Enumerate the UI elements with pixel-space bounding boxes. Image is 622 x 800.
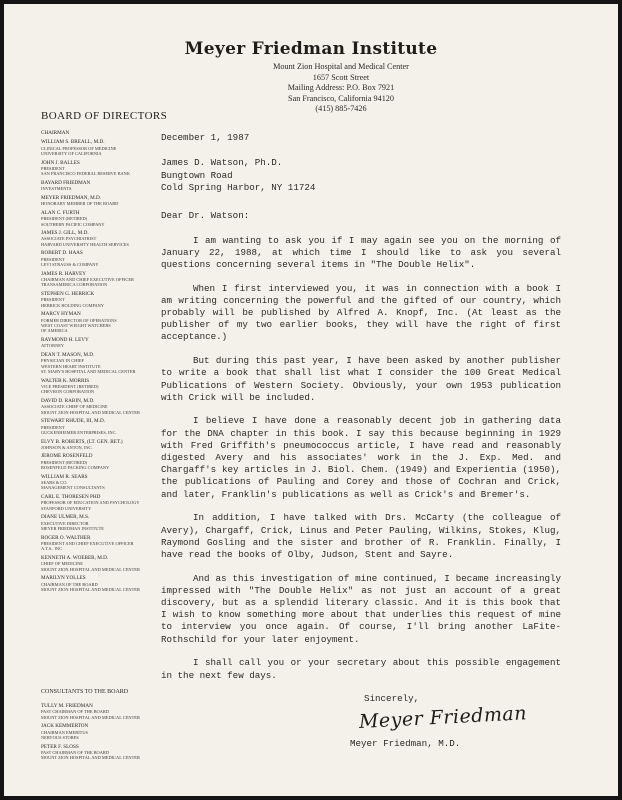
board-member (41, 418, 153, 435)
board-member (41, 230, 153, 247)
board-member (41, 474, 153, 491)
member-name: MARCY HYMAN (41, 311, 81, 318)
letterhead (4, 39, 618, 115)
member-title: MOUNT ZION HOSPITAL AND MEDICAL CENTER (41, 714, 140, 720)
board-member (41, 337, 153, 349)
member-name: ROGER O. WALTHER (41, 534, 91, 541)
member-title: PRESIDENT (41, 297, 65, 303)
member-title: ROSENFELD PACKING COMPANY (41, 465, 110, 471)
member-name: MARILYN YOLLES (41, 575, 86, 582)
member-title: HERRICK HOLDING COMPANY (41, 302, 105, 308)
member-title: CLINICAL PROFESSOR OF MEDICINE (41, 145, 117, 151)
board-member (41, 250, 153, 267)
member-title: STANFORD UNIVERSITY (41, 505, 92, 511)
member-title: CHAIRMAN AND CHIEF EXECUTIVE OFFICER (41, 277, 134, 283)
member-name: DAVID D. RABIN, M.D. (41, 397, 95, 404)
member-title: HONORARY MEMBER OF THE BOARD (41, 201, 119, 207)
closing: Sincerely, (364, 693, 420, 705)
member-name: WALTER K. MORRIS (41, 377, 90, 384)
letterhead-line: San Francisco, California 94120 (288, 93, 394, 103)
recipient-line: Cold Spring Harbor, NY 11724 (161, 182, 316, 193)
letterhead-line: Mailing Address: P.O. Box 7921 (287, 83, 395, 93)
member-title: PRESIDENT (41, 256, 65, 262)
board-member (41, 723, 153, 740)
recipient-address (161, 157, 561, 195)
member-title: SAN FRANCISCO FEDERAL RESERVE BANK (41, 171, 131, 177)
member-title: ASSOCIATE PSYCHIATRIST (41, 236, 97, 242)
member-title: SEARS & CO. (41, 480, 68, 486)
member-title: PRESIDENT AND CHIEF EXECUTIVE OFFICER (41, 540, 134, 546)
member-name: ALAN C. FURTH (41, 209, 80, 216)
board-member (41, 453, 153, 470)
member-title: TRANSAMERICA CORPORATION (41, 282, 108, 288)
board-member (41, 514, 153, 531)
member-title: PRESIDENT (41, 166, 65, 172)
board-member (41, 439, 153, 451)
paragraph: I am wanting to ask you if I may again see you on the morning of January 22, 1988, at which time I should like to ask you several questions concerning several items in "The Double Helix". (161, 234, 561, 270)
member-title: EXECUTIVE DIRECTOR (41, 520, 89, 526)
board-member (41, 139, 153, 156)
member-name: JAMES R. HARVEY (41, 270, 86, 277)
board-heading: BOARD OF DIRECTORS (41, 110, 168, 122)
institute-title: Meyer Friedman Institute (184, 39, 438, 59)
board-member (41, 180, 153, 192)
member-title: MOUNT ZION HOSPITAL AND MEDICAL CENTER (41, 586, 140, 592)
paragraph: I shall call you or your secretary about this possible engagement in the next few days. (161, 657, 561, 681)
recipient-line: James D. Watson, Ph.D. (161, 157, 283, 168)
member-name: PETER F. SLOSS (41, 743, 79, 750)
member-name: ROBERT D. HAAS (41, 250, 83, 257)
member-name: STEPHEN G. HERRICK (41, 291, 95, 298)
board-member (41, 494, 153, 511)
paragraph: When I first interviewed you, it was in connection with a book I am writing concerning the powerful and the gifted of our country, which probably will be published by Alfred A. Knopf, Inc. (At least as the publisher of my two earlier books, they will have the right of first acceptance.) (161, 282, 561, 343)
member-title: CHAIRMAN OF THE BOARD (41, 581, 98, 587)
member-name: MEYER FRIEDMAN, M.D. (41, 194, 102, 201)
member-title: PAST CHAIRMAN OF THE BOARD (41, 749, 109, 755)
member-name: CHAIRMAN (41, 130, 70, 136)
member-name: DIANE ULMER, M.S. (41, 514, 90, 521)
member-name: STEWART RHUDE, III, M.D. (41, 418, 105, 425)
board-member (41, 575, 153, 592)
letterhead-line: 1657 Scott Street (312, 72, 370, 82)
member-name: JACK KEMMERTON (41, 723, 89, 730)
member-title: CHEVRON CORPORATION (41, 389, 95, 395)
board-member (41, 160, 153, 177)
member-title: JOHNSON & ANTON, INC. (41, 444, 93, 450)
member-name: JOHN J. BALLES (41, 159, 80, 166)
member-title: NERVOUS STORES (41, 735, 79, 740)
member-title: CHAIRMAN EMERITUS (41, 729, 88, 735)
board-member (41, 535, 153, 552)
member-title: OF AMERICA (41, 328, 68, 334)
signer-name: Meyer Friedman, M.D. (350, 738, 461, 749)
member-title: ATTORNEY (41, 343, 65, 349)
member-title: MOUNT ZION HOSPITAL AND MEDICAL CENTER (41, 409, 140, 415)
member-title: ST. MARY'S HOSPITAL AND MEDICAL CENTER (41, 369, 136, 375)
board-member (41, 210, 153, 227)
paragraph: And as this investigation of mine continued, I became increasingly impressed with "The Double Helix" as not just an account of a great discovery, but as a splendid literary classic. And it is this book that I wish to know something more about that underlies this request of mine to interview you once again. Of course, I'll bring another LaFite-Rothschild for your later enjoyment. (161, 572, 561, 645)
consultants-heading: CONSULTANTS TO THE BOARD (41, 689, 129, 695)
letter-page (4, 4, 618, 796)
member-title: MOUNT ZION HOSPITAL AND MEDICAL CENTER (41, 755, 140, 761)
member-title: PROFESSOR OF EDUCATION AND PSYCHOLOGY (41, 500, 140, 506)
member-title: INVESTMENTS (41, 186, 72, 192)
member-title: CHIEF OF MEDICINE (41, 561, 83, 567)
member-title: PRESIDENT (RETIRED) (41, 459, 88, 465)
paragraph: I believe I have done a reasonably decent job in gathering data for the DNA chapter in this book. I say this because beginning in 1929 with Fred Griffith's pneumococcus article, I have read and reasonably digested Avery and his associates' work in the J. Exp. Med. and Chargaff's key articles in J. Biol. Chem. (1949) and Experientia (1950), the publications of Pauling and Corey and those of Cochran and Crick, and later, Franklin's publications as well as Crick's and Bremer's. (161, 415, 561, 500)
member-name: DEAN T. MASON, M.D. (41, 351, 95, 358)
board-member (41, 271, 153, 288)
paragraph: But during this past year, I have been asked by another publisher to write a book that shall list what I consider the 100 Great Medical Publications of Western Society. Obviously, your own 1953 publication with Crick will be included. (161, 355, 561, 403)
board-list (41, 130, 153, 596)
member-title: WEST COAST WEIGHT WATCHERS (41, 323, 111, 329)
recipient-line: Bungtown Road (161, 169, 233, 181)
board-member (41, 555, 153, 572)
member-title: FORMER DIRECTOR OF OPERATIONS (41, 317, 117, 323)
member-name: TULLY M. FRIEDMAN (41, 703, 93, 709)
member-name: WILLIAM S. BREALL, M.D. (41, 139, 105, 146)
letterhead-line: Mount Zion Hospital and Medical Center (273, 62, 409, 71)
letter-date: December 1, 1987 (161, 132, 250, 143)
member-title: GUCKENHEIMER ENTERPRISES, INC. (41, 429, 117, 435)
member-name: RAYMOND H. LEVY (41, 337, 89, 344)
member-title: MANAGEMENT CONSULTANTS (41, 485, 105, 491)
member-title: PRESIDENT (RETIRED) (41, 216, 88, 222)
member-name: ELVY B. ROBERTS, (LT. GEN. RET.) (41, 438, 123, 445)
member-name: JEROME ROSENFELD (41, 453, 93, 460)
member-name: WILLIAM R. SEARS (41, 473, 88, 480)
board-member (41, 130, 153, 136)
paragraph: In addition, I have talked with Drs. McCarty (the colleague of Avery), Chargaff, Crick, Linus and Peter Pauling, Wilkins, Stokes, Klug, Raymond Gosling and the sister and brother of R. Franklin. Finally, I have read the books of Olby, Judson, Stent and Sayre. (161, 512, 561, 560)
board-member (41, 744, 153, 761)
member-title: SOUTHERN PACIFIC COMPANY (41, 221, 105, 227)
board-member (41, 291, 153, 308)
letter-body (161, 131, 561, 705)
member-title: ASSOCIATE CHIEF OF MEDICINE (41, 404, 108, 410)
board-member (41, 703, 153, 720)
letterhead-line: (415) 885-7426 (315, 104, 367, 114)
board-member (41, 352, 153, 375)
member-title: LEVI STRAUSS & COMPANY (41, 262, 99, 268)
member-title: HARVARD UNIVERSITY HEALTH SERVICES (41, 241, 129, 247)
member-title: PRESIDENT (41, 424, 65, 430)
board-member (41, 311, 153, 334)
member-title: MOUNT ZION HOSPITAL AND MEDICAL CENTER (41, 566, 140, 572)
member-title: MEYER FRIEDMAN INSTITUTE (41, 526, 104, 532)
member-title: PHYSICIAN IN CHIEF (41, 358, 84, 364)
board-member (41, 378, 153, 395)
member-title: UNIVERSITY OF CALIFORNIA (41, 151, 102, 157)
handwritten-signature: Meyer Friedman (358, 702, 528, 733)
member-name: BAYARD FRIEDMAN (41, 180, 91, 187)
member-title: PAST CHAIRMAN OF THE BOARD (41, 709, 109, 715)
board-member (41, 195, 153, 207)
member-title: A.T.S., INC. (41, 546, 64, 552)
member-title: WESTERN HEART INSTITUTE (41, 363, 101, 369)
member-name: CARL E. THORESEN PHD (41, 494, 101, 501)
member-name: KENNETH A. WOEBER, M.D. (41, 554, 109, 561)
member-title: VICE PRESIDENT (RETIRED) (41, 383, 99, 389)
salutation: Dear Dr. Watson: (161, 209, 250, 221)
member-name: JAMES J. GILL, M.D. (41, 230, 89, 237)
board-member (41, 398, 153, 415)
consultants-list (41, 703, 153, 764)
